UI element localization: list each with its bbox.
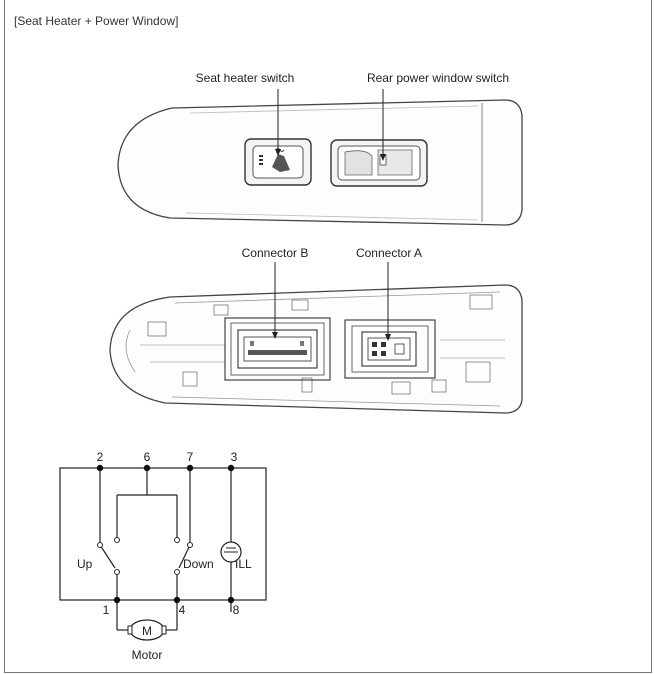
- pin-7-label: 7: [186, 450, 194, 464]
- pin-2-label: 2: [96, 450, 104, 464]
- rear-window-switch-label: Rear power window switch: [366, 71, 510, 85]
- pin-8-label: 8: [232, 603, 240, 617]
- up-label: Up: [77, 557, 93, 571]
- pin-1-label: 1: [102, 603, 110, 617]
- switch-contacts: [98, 538, 193, 575]
- connector-a-label: Connector A: [355, 246, 423, 260]
- motor-symbol: [128, 620, 166, 640]
- switch-panel-bottom-view: [110, 246, 522, 413]
- seat-heater-switch-label: Seat heater switch: [195, 71, 295, 85]
- motor-label: Motor: [131, 648, 163, 662]
- pin-4-label: 4: [178, 603, 186, 617]
- down-label: Down: [183, 557, 214, 571]
- rear-power-window-switch: [331, 140, 427, 186]
- ill-label: ILL: [235, 557, 252, 571]
- connector-b-label: Connector B: [241, 246, 309, 260]
- pin-3-label: 3: [230, 450, 238, 464]
- switch-panel-top-view: [118, 71, 522, 225]
- diagram-title: [Seat Heater + Power Window]: [14, 14, 179, 28]
- pin-6-label: 6: [143, 450, 151, 464]
- motor-symbol-text: M: [142, 624, 152, 638]
